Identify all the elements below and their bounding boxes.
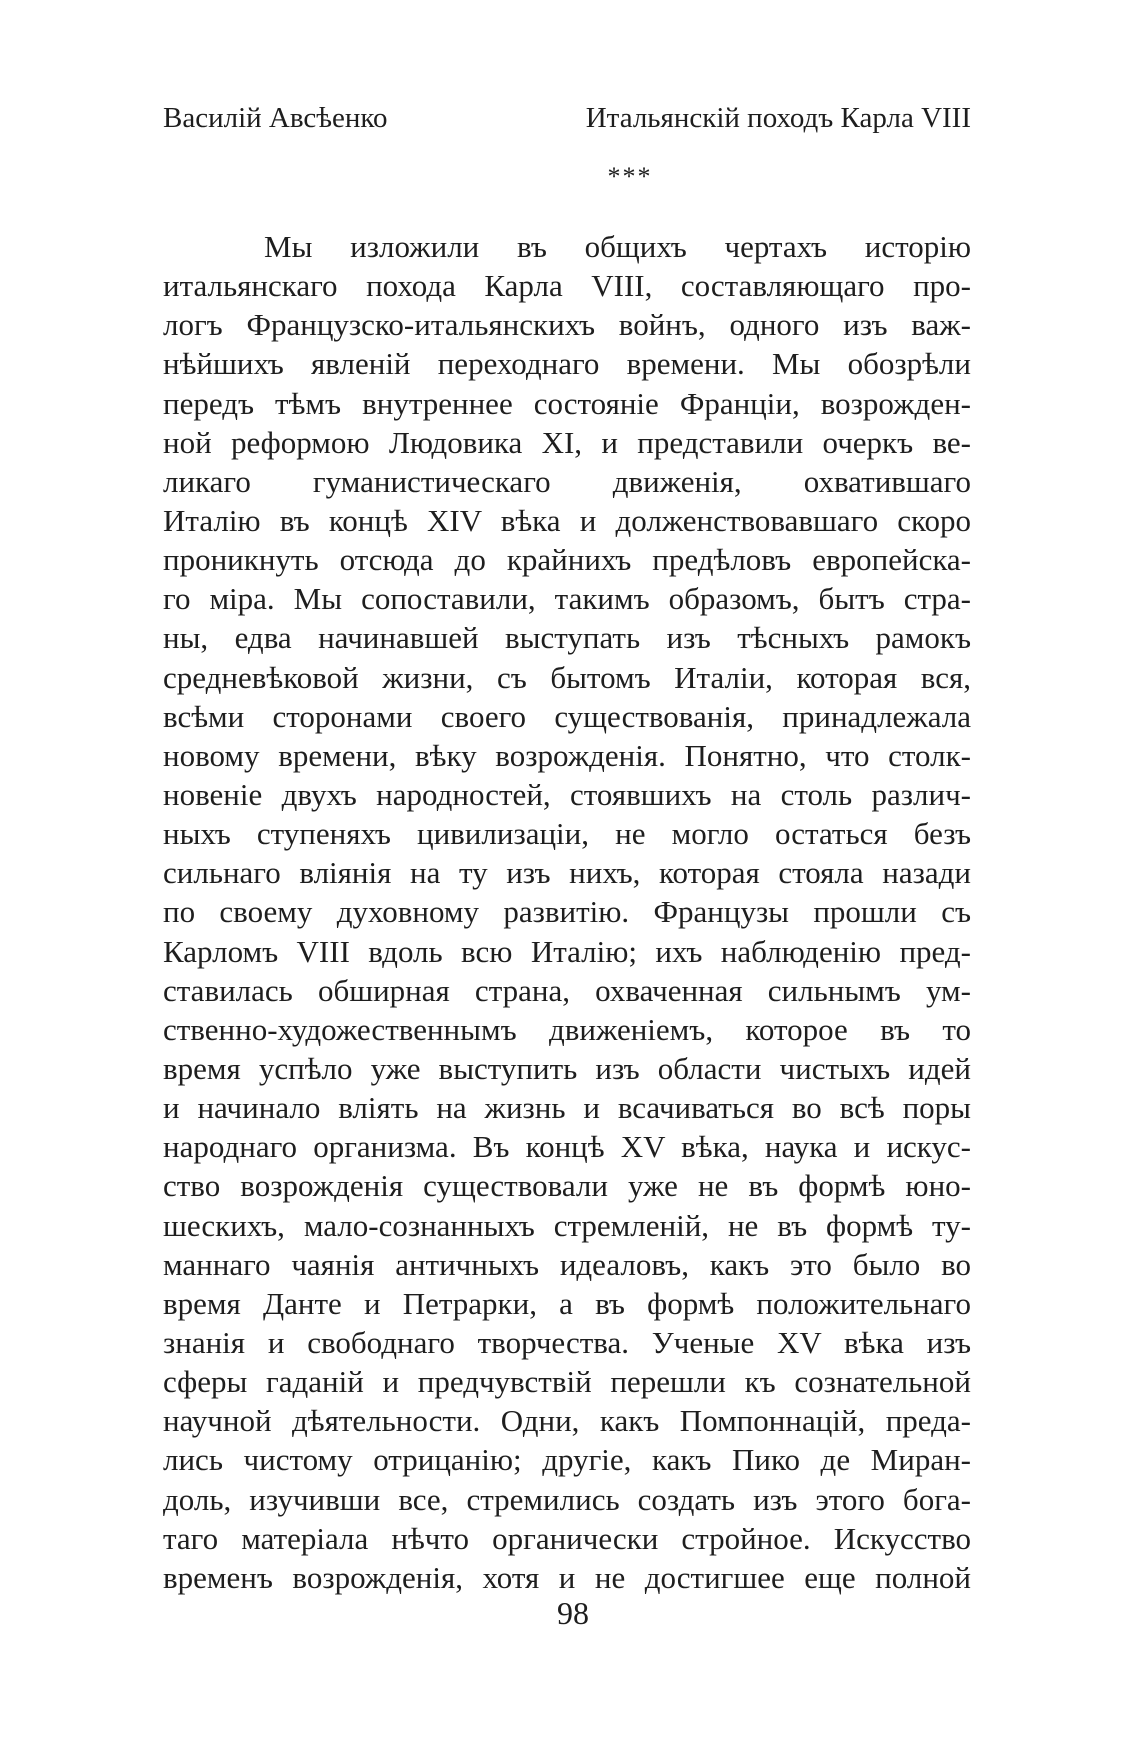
text-line: доль, изучивши все, стремились создать изъ этого бога- xyxy=(163,1481,971,1517)
text-line: ственно-художественнымъ движеніемъ, которое въ то xyxy=(163,1011,971,1047)
text-line: научной дѣятельности. Одни, какъ Помпоннацій, преда- xyxy=(163,1403,971,1439)
text-line: лись чистому отрицанію; другіе, какъ Пико де Миран- xyxy=(163,1442,971,1478)
text-line: знанія и свободнаго творчества. Ученые XV вѣка изъ xyxy=(163,1324,971,1360)
text-line: ны, едва начинавшей выступать изъ тѣсныхъ рамокъ xyxy=(163,620,971,656)
section-separator: *** xyxy=(607,162,653,191)
text-line: средневѣковой жизни, съ бытомъ Италіи, которая вся, xyxy=(163,659,971,695)
header-author: Василій Авсѣенко xyxy=(163,102,388,134)
text-line: время успѣло уже выступить изъ области чистыхъ идей xyxy=(163,1050,971,1086)
header-title: Итальянскій походъ Карла VIII xyxy=(585,102,971,134)
text-line: новому времени, вѣку возрожденія. Понятно, что столк- xyxy=(163,737,971,773)
text-line: таго матеріала нѣчто органически стройное. Искусство xyxy=(163,1520,971,1556)
text-line: Италію въ концѣ XIV вѣка и долженствовавшаго скоро xyxy=(163,502,971,538)
text-line: ство возрожденія существовали уже не въ формѣ юно- xyxy=(163,1168,971,1204)
text-line: сферы гаданій и предчувствій перешли къ сознательной xyxy=(163,1364,971,1400)
text-line: сильнаго вліянія на ту изъ нихъ, которая стояла назади xyxy=(163,855,971,891)
text-line: временъ возрожденія, хотя и не достигшее еще полной xyxy=(163,1559,971,1595)
text-line: и начинало вліять на жизнь и всачиваться во всѣ поры xyxy=(163,1090,971,1126)
text-line: новеніе двухъ народностей, стоявшихъ на столь различ- xyxy=(163,776,971,812)
body-text xyxy=(163,227,971,1597)
text-line: ставилась обширная страна, охваченная сильнымъ ум- xyxy=(163,972,971,1008)
text-line: проникнуть отсюда до крайнихъ предѣловъ европейска- xyxy=(163,542,971,578)
page-number: 98 xyxy=(557,1595,589,1631)
text-line: логъ Французско-итальянскихъ войнъ, одного изъ важ- xyxy=(163,307,971,343)
text-line: Мы изложили въ общихъ чертахъ исторію xyxy=(264,229,971,264)
text-line: ликаго гуманистическаго движенія, охватившаго xyxy=(163,463,971,499)
text-line: Карломъ VIII вдоль всю Италію; ихъ наблюденію пред- xyxy=(163,933,971,969)
text-line: ныхъ ступеняхъ цивилизаціи, не могло остаться безъ xyxy=(163,816,971,852)
text-line: нѣйшихъ явленій переходнаго времени. Мы обозрѣли xyxy=(163,346,971,382)
text-line: по своему духовному развитію. Французы прошли съ xyxy=(163,894,971,930)
text-line: го міра. Мы сопоставили, такимъ образомъ, бытъ стра- xyxy=(163,581,971,617)
text-line: народнаго организма. Въ концѣ XV вѣка, наука и искус- xyxy=(163,1129,971,1165)
text-line: итальянскаго похода Карла VIII, составляющаго про- xyxy=(163,268,971,304)
text-line: время Данте и Петрарки, а въ формѣ положительнаго xyxy=(163,1285,971,1321)
text-line: передъ тѣмъ внутреннее состояніе Франціи, возрожден- xyxy=(163,385,971,421)
text-line: шескихъ, мало-сознанныхъ стремленій, не въ формѣ ту- xyxy=(163,1207,971,1243)
text-line: ной реформою Людовика XI, и представили очеркъ ве- xyxy=(163,424,971,460)
text-line: маннаго чаянія античныхъ идеаловъ, какъ это было во xyxy=(163,1246,971,1282)
running-header xyxy=(163,98,971,138)
text-line: всѣми сторонами своего существованія, принадлежала xyxy=(163,698,971,734)
